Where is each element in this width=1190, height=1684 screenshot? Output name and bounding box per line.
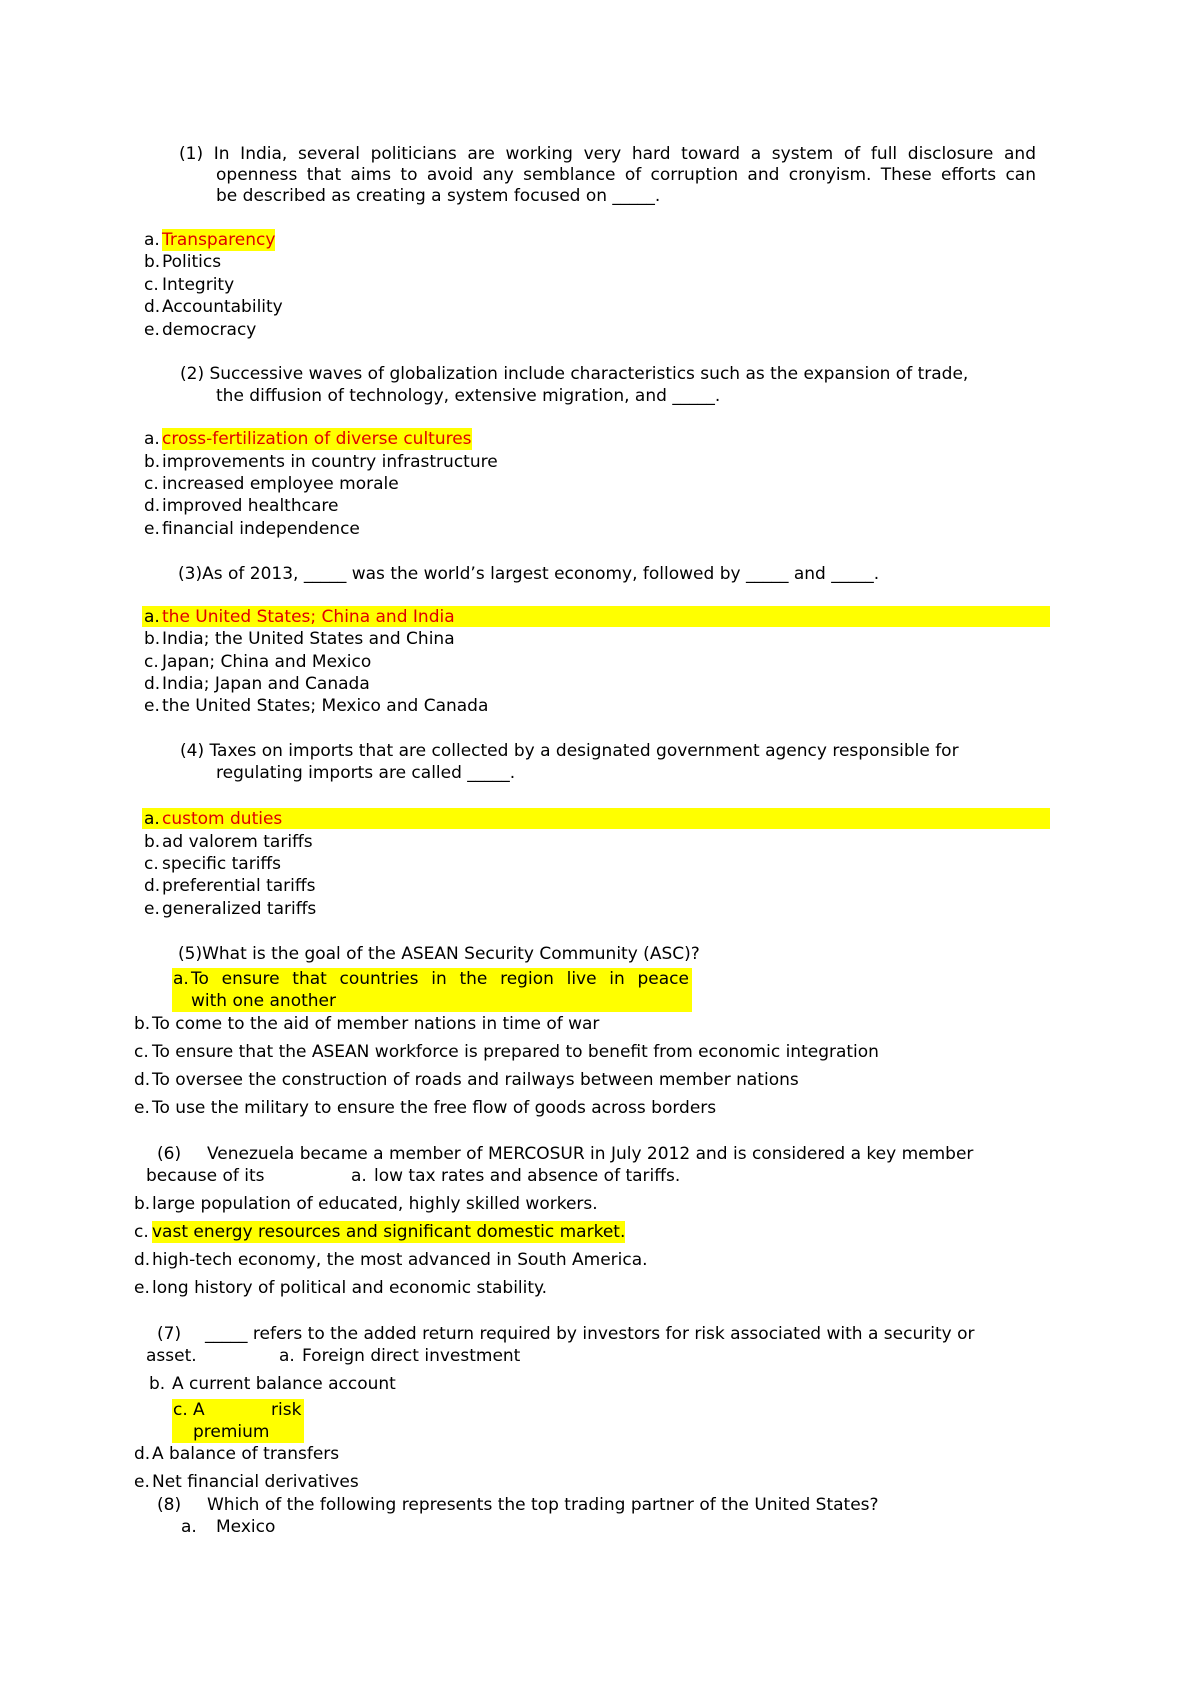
question-5-line-1: (5)What is the goal of the ASEAN Security Community (ASC)? <box>178 944 700 964</box>
option-text: Accountability <box>162 297 283 317</box>
answer-option: To ensure that countries in the region live in peace <box>191 969 689 989</box>
option-text: low tax rates and absence of tariffs. <box>374 1166 681 1186</box>
answer-option: A <box>193 1400 205 1420</box>
option-letter: e. <box>144 899 160 919</box>
option-text: large population of educated, highly skilled workers. <box>152 1194 598 1214</box>
option-letter: c. <box>144 275 159 295</box>
option-text: Mexico <box>216 1517 276 1537</box>
option-text: long history of political and economic stability. <box>152 1278 548 1298</box>
option-letter: c. <box>173 1400 188 1420</box>
option-letter: d. <box>144 297 161 317</box>
question-7-number: (7) <box>157 1324 182 1344</box>
answer-option: the United States; China and India <box>162 607 455 627</box>
question-8-line-1: Which of the following represents the top trading partner of the United States? <box>207 1495 879 1515</box>
option-letter: b. <box>144 832 161 852</box>
option-text: Net financial derivatives <box>152 1472 359 1492</box>
option-letter: c. <box>134 1222 149 1242</box>
option-text: generalized tariffs <box>162 899 317 919</box>
option-letter: c. <box>134 1042 149 1062</box>
option-text: Politics <box>162 252 222 272</box>
option-letter: a. <box>144 607 160 627</box>
option-letter: a. <box>144 429 160 449</box>
option-letter: e. <box>144 696 160 716</box>
option-text: To come to the aid of member nations in time of war <box>152 1014 600 1034</box>
option-letter: d. <box>144 496 161 516</box>
option-letter: a. <box>173 969 189 989</box>
option-text: A balance of transfers <box>152 1444 340 1464</box>
question-2-line-2: the diffusion of technology, extensive migration, and _____. <box>216 386 721 406</box>
question-1-line-3: be described as creating a system focused on _____. <box>216 186 661 206</box>
option-text: democracy <box>162 320 257 340</box>
question-2-line-1: (2) Successive waves of globalization include characteristics such as the expansion of trade, <box>180 364 969 384</box>
option-letter: e. <box>144 519 160 539</box>
option-letter: d. <box>134 1070 151 1090</box>
option-text: improved healthcare <box>162 496 339 516</box>
option-letter: a. <box>279 1346 295 1366</box>
option-text: increased employee morale <box>162 474 399 494</box>
question-3-line-1: (3)As of 2013, _____ was the world’s largest economy, followed by _____ and _____. <box>178 564 880 584</box>
option-letter: e. <box>134 1472 150 1492</box>
option-letter: a. <box>181 1517 197 1537</box>
option-text: Integrity <box>162 275 235 295</box>
option-text: Foreign direct investment <box>302 1346 521 1366</box>
option-text: To oversee the construction of roads and railways between member nations <box>152 1070 799 1090</box>
option-letter: e. <box>144 320 160 340</box>
option-text: financial independence <box>162 519 360 539</box>
question-8-number: (8) <box>157 1495 182 1515</box>
question-4-line-1: (4) Taxes on imports that are collected by a designated government agency responsible for <box>180 741 959 761</box>
option-letter: d. <box>134 1250 151 1270</box>
option-letter: d. <box>134 1444 151 1464</box>
option-text: ad valorem tariffs <box>162 832 313 852</box>
question-1-line-1: (1) In India, several politicians are working very hard toward a system of full disclosure and <box>179 144 1036 164</box>
option-letter: a. <box>144 809 160 829</box>
option-letter: c. <box>144 474 159 494</box>
option-text: preferential tariffs <box>162 876 316 896</box>
option-text: specific tariffs <box>162 854 281 874</box>
answer-option: Transparency <box>162 230 276 250</box>
option-text: India; the United States and China <box>162 629 455 649</box>
option-text: Japan; China and Mexico <box>162 652 372 672</box>
option-text: high-tech economy, the most advanced in South America. <box>152 1250 648 1270</box>
question-1-line-2: openness that aims to avoid any semblance of corruption and cronyism. These efforts can <box>216 165 1036 185</box>
answer-option-cont: with one another <box>191 991 336 1011</box>
answer-option: cross-fertilization of diverse cultures <box>162 429 472 449</box>
option-letter: e. <box>134 1278 150 1298</box>
question-6-line-1: Venezuela became a member of MERCOSUR in July 2012 and is considered a key member <box>207 1144 974 1164</box>
question-6-number: (6) <box>157 1144 182 1164</box>
option-letter: b. <box>144 629 161 649</box>
option-letter: c. <box>144 854 159 874</box>
question-7-line-2: asset. <box>146 1346 197 1366</box>
option-text: improvements in country infrastructure <box>162 452 498 472</box>
answer-option-cont: premium <box>193 1422 270 1442</box>
option-text: To ensure that the ASEAN workforce is prepared to benefit from economic integration <box>152 1042 879 1062</box>
answer-option: custom duties <box>162 809 283 829</box>
option-text: the United States; Mexico and Canada <box>162 696 489 716</box>
option-letter: b. <box>149 1374 166 1394</box>
answer-option: vast energy resources and significant domestic market. <box>152 1222 626 1242</box>
option-text: A current balance account <box>172 1374 396 1394</box>
option-letter: a. <box>351 1166 367 1186</box>
answer-option-word: risk <box>271 1400 302 1420</box>
option-letter: e. <box>134 1098 150 1118</box>
option-letter: a. <box>144 230 160 250</box>
question-6-line-2: because of its <box>146 1166 265 1186</box>
option-letter: d. <box>144 876 161 896</box>
option-letter: b. <box>144 452 161 472</box>
option-letter: d. <box>144 674 161 694</box>
option-letter: b. <box>144 252 161 272</box>
option-text: India; Japan and Canada <box>162 674 370 694</box>
question-7-line-1: _____ refers to the added return required by investors for risk associated with a security or <box>205 1324 975 1344</box>
option-letter: c. <box>144 652 159 672</box>
question-4-line-2: regulating imports are called _____. <box>216 763 516 783</box>
option-letter: b. <box>134 1194 151 1214</box>
option-letter: b. <box>134 1014 151 1034</box>
option-text: To use the military to ensure the free flow of goods across borders <box>152 1098 717 1118</box>
